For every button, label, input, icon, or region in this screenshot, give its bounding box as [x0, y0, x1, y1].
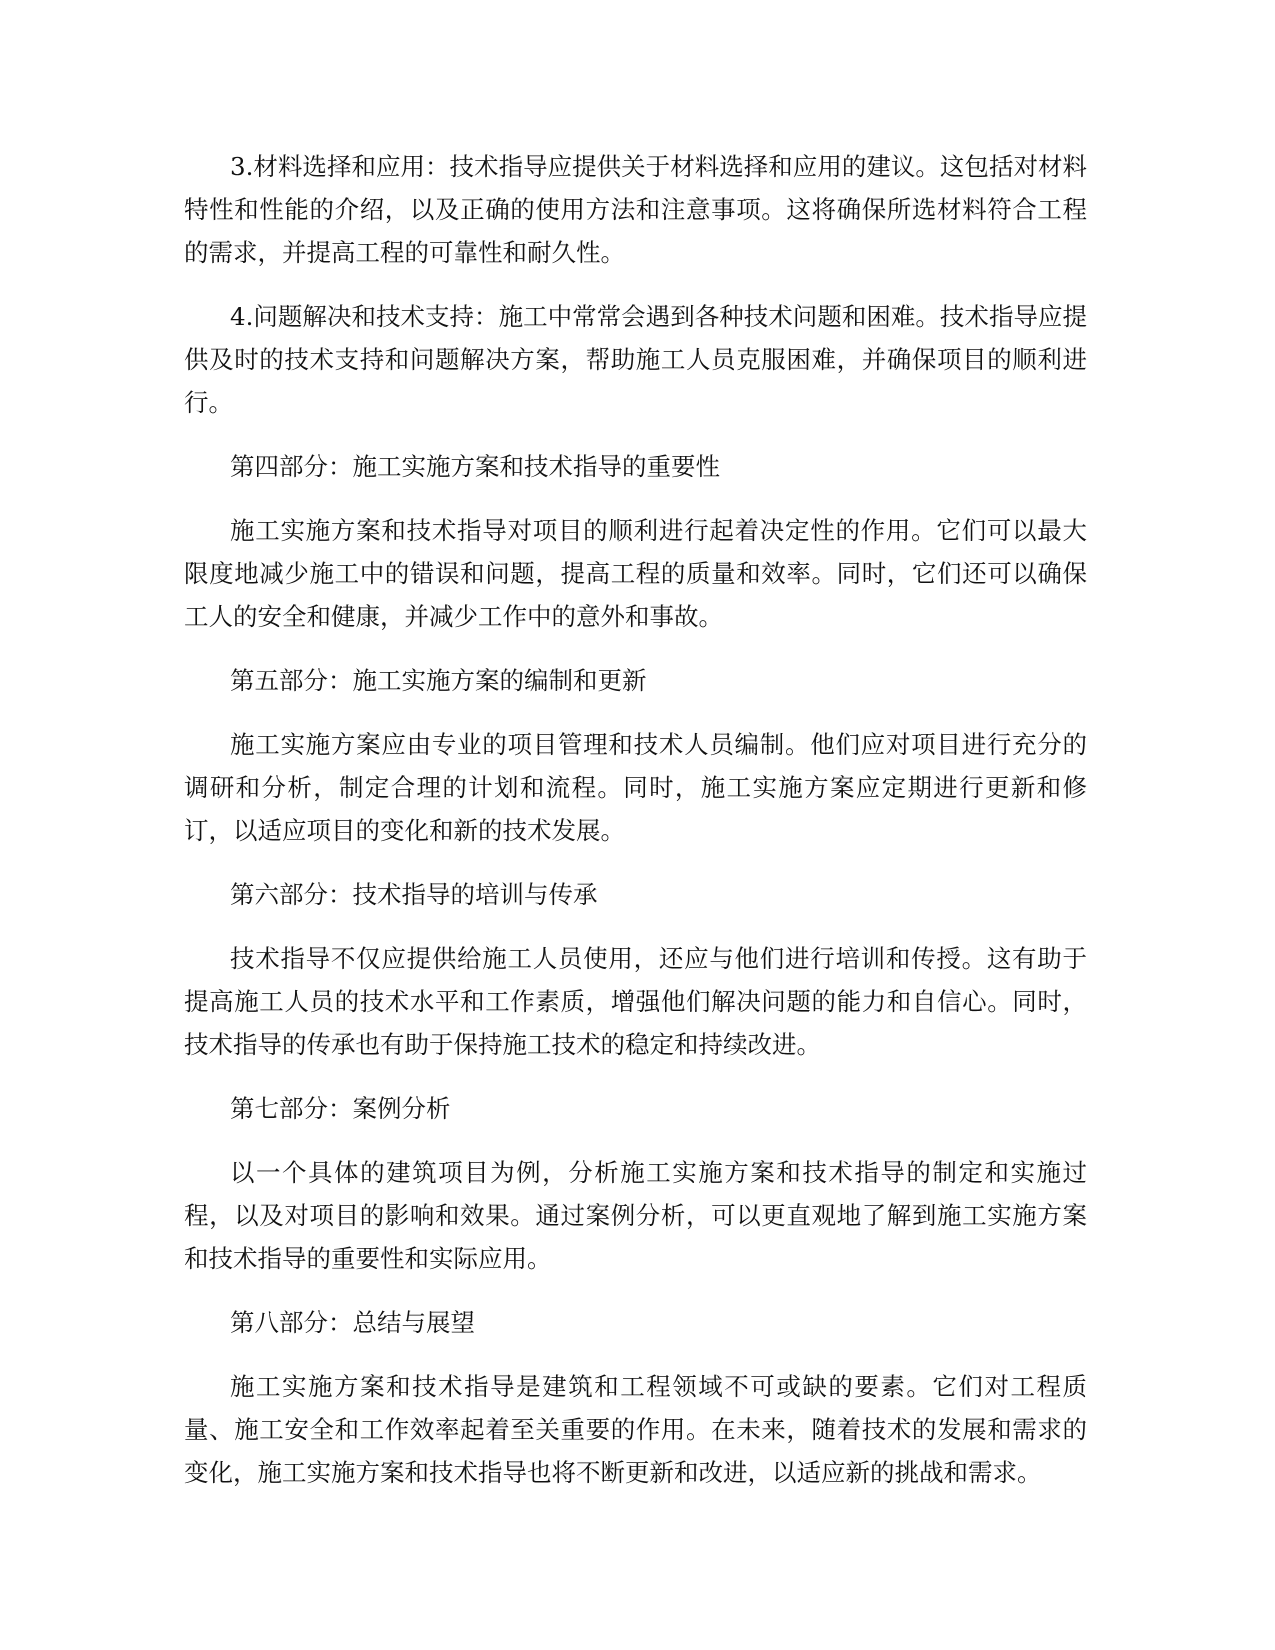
document-body [184, 145, 1087, 1515]
paragraph-summary: 施工实施方案和技术指导是建筑和工程领域不可或缺的要素。它们对工程质量、施工安全和工作效率起着至关重要的作用。在未来，随着技术的发展和需求的变化，施工实施方案和技术指导也将不断更新和改进，以适应新的挑战和需求。 [184, 1372, 1087, 1487]
paragraph-importance: 施工实施方案和技术指导对项目的顺利进行起着决定性的作用。它们可以最大限度地减少施工中的错误和问题，提高工程的质量和效率。同时，它们还可以确保工人的安全和健康，并减少工作中的意外和事故。 [184, 516, 1087, 631]
section-heading-part7: 第七部分：案例分析 [230, 1094, 451, 1123]
paragraph-problem-solving: 4.问题解决和技术支持：施工中常常会遇到各种技术问题和困难。技术指导应提供及时的技术支持和问题解决方案，帮助施工人员克服困难，并确保项目的顺利进行。 [184, 302, 1087, 417]
paragraph-training: 技术指导不仅应提供给施工人员使用，还应与他们进行培训和传授。这有助于提高施工人员的技术水平和工作素质，增强他们解决问题的能力和自信心。同时，技术指导的传承也有助于保持施工技术的稳定和持续改进。 [184, 944, 1087, 1059]
section-heading-part6: 第六部分：技术指导的培训与传承 [230, 880, 598, 909]
paragraph-case-study: 以一个具体的建筑项目为例，分析施工实施方案和技术指导的制定和实施过程，以及对项目的影响和效果。通过案例分析，可以更直观地了解到施工实施方案和技术指导的重要性和实际应用。 [184, 1158, 1087, 1273]
section-heading-part4: 第四部分：施工实施方案和技术指导的重要性 [230, 452, 720, 481]
section-heading-part5: 第五部分：施工实施方案的编制和更新 [230, 666, 647, 695]
section-heading-part8: 第八部分：总结与展望 [230, 1308, 475, 1337]
paragraph-compilation: 施工实施方案应由专业的项目管理和技术人员编制。他们应对项目进行充分的调研和分析，制定合理的计划和流程。同时，施工实施方案应定期进行更新和修订，以适应项目的变化和新的技术发展。 [184, 730, 1087, 845]
paragraph-material-selection: 3.材料选择和应用：技术指导应提供关于材料选择和应用的建议。这包括对材料特性和性能的介绍，以及正确的使用方法和注意事项。这将确保所选材料符合工程的需求，并提高工程的可靠性和耐久性。 [184, 152, 1087, 267]
